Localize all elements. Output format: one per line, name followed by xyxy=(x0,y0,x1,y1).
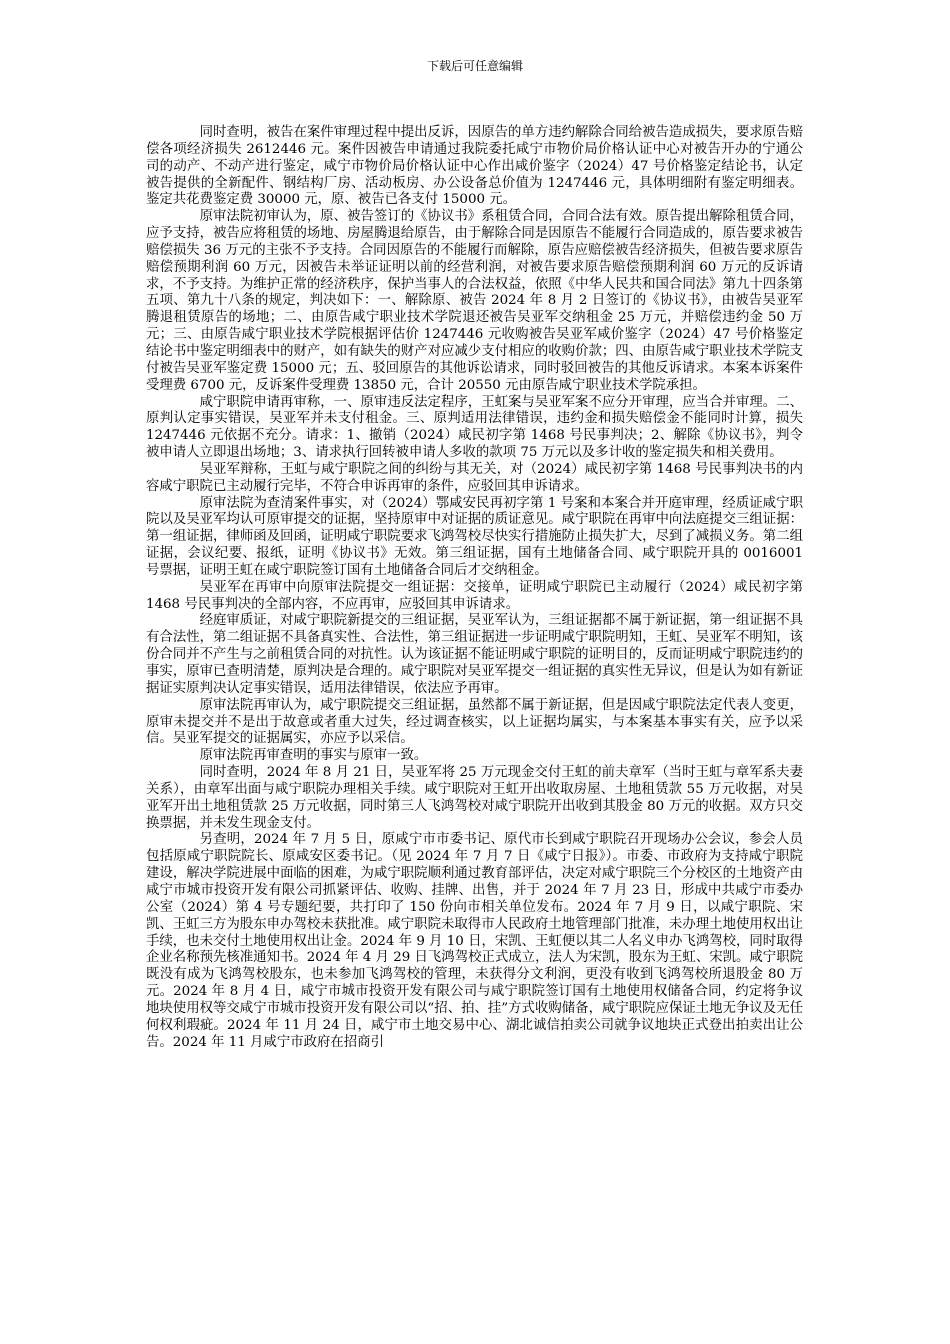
paragraph-5: 原审法院为查清案件事实，对（2024）鄂咸安民再初字第 1 号案和本案合并开庭审理，经质证咸宁职院以及吴亚军均认可原审提交的证据，坚持原审中对证据的质证意见。咸宁职院在再审中向法庭提交三组证据：第一组证据，律师函及回函，证明咸宁职院要求飞鸿驾校尽快实行措施防止损失扩大，尽到了减损义务。第二组证据，会议纪要、报纸，证明《协议书》无效。第三组证据，国有土地储备合同、咸宁职院开具的 0016001 号票据，证明王虹在咸宁职院签订国有土地储备合同后才交纳租金。 xyxy=(146,495,803,578)
paragraph-9: 原审法院再审查明的事实与原审一致。 xyxy=(199,748,428,764)
document-body xyxy=(146,125,803,1051)
page-header: 下载后可任意编辑 xyxy=(426,59,523,73)
paragraph-3: 咸宁职院申请再审称，一、原审违反法定程序，王虹案与吴亚军案不应分开审理，应当合并审理。二、原判认定事实错误，吴亚军并未支付租金。三、原判适用法律错误，违约金和损失赔偿金不能同时计算，损失 1247446 元依据不充分。请求：1、撤销（2024）咸民初字第 1468 号民事判决；2、解除《协议书》，判令被申请人立即退出场地；3、请求执行回转被申请人多收的款项 75 万元以及多计收的鉴定损失和相关费用。 xyxy=(146,394,803,461)
paragraph-1: 同时查明，被告在案件审理过程中提出反诉，因原告的单方违约解除合同给被告造成损失，要求原告赔偿各项经济损失 2612446 元。案件因被告申请通过我院委托咸宁市物价局价格认证中心对被告开办的宁通公司的动产、不动产进行鉴定，咸宁市物价局价格认证中心作出咸价鉴字（2024）47 号价格鉴定结论书，认定被告提供的全新配件、钢结构厂房、活动板房、办公设备总价值为 1247446 元，具体明细附有鉴定明细表。鉴定共花费鉴定费 30000 元，原、被告已各支付 15000 元。 xyxy=(146,125,803,208)
paragraph-8: 原审法院再审认为，咸宁职院提交三组证据，虽然都不属于新证据，但是因咸宁职院法定代表人变更，原审未提交并不是出于故意或者重大过失，经过调查核实，以上证据均属实，与本案基本事实有关，应予以采信。吴亚军提交的证据属实，亦应予以采信。 xyxy=(146,697,803,747)
paragraph-7: 经庭审质证，对咸宁职院新提交的三组证据，吴亚军认为，三组证据都不属于新证据，第一组证据不具有合法性，第二组证据不具备真实性、合法性，第三组证据进一步证明咸宁职院明知，王虹、吴亚军不明知，该份合同并不产生与之前租赁合同的对抗性。认为该证据不能证明咸宁职院的证明目的，反而证明咸宁职院违约的事实，原审已查明清楚，原判决是合理的。咸宁职院对吴亚军提交一组证据的真实性无异议，但是认为如有新证据证实原判决认定事实错误，适用法律错误，依法应予再审。 xyxy=(146,613,803,696)
paragraph-6: 吴亚军在再审中向原审法院提交一组证据：交接单，证明咸宁职院已主动履行（2024）咸民初字第 1468 号民事判决的全部内容，不应再审，应驳回其申诉请求。 xyxy=(146,579,803,612)
paragraph-10: 同时查明，2024 年 8 月 21 日，吴亚军将 25 万元现金交付王虹的前夫章军（当时王虹与章军系夫妻关系），由章军出面与咸宁职院办理相关手续。咸宁职院对王虹开出收取房屋、土地租赁款 55 万元收据，对吴亚军开出土地租赁款 25 万元收据，同时第三人飞鸿驾校对咸宁职院开出收到其股金 80 万元的收据。双方只交换票据，并未发生现金支付。 xyxy=(146,765,803,831)
paragraph-11: 另查明，2024 年 7 月 5 日，原咸宁市市委书记、原代市长到咸宁职院召开现场办公会议，参会人员包括原咸宁职院院长、原咸安区委书记。（见 2024 年 7 月 7 日《咸宁日报》）。市委、市政府为支持咸宁职院建设，解决学院进展中面临的困难，为咸宁职院顺利通过教育部评估，决定对咸宁职院三个分校区的土地资产由咸宁市城市投资开发有限公司抓紧评估、收购、挂牌、出售，并于 2024 年 7 月 23 日，形成中共咸宁市委办公室（2024）第 4 号专题纪要，共打印了 150 份向市相关单位发布。2024 年 7 月 9 日，以咸宁职院、宋凯、王虹三方为股东申办驾校未获批准。咸宁职院未取得市人民政府土地管理部门批准，未办理土地使用权出让手续，也未交付土地使用权出让金。2024 年 9 月 10 日，宋凯、王虹便以其二人名义申办飞鸿驾校，同时取得企业名称预先核准通知书。2024 年 4 月 29 日飞鸿驾校正式成立，法人为宋凯，股东为王虹、宋凯。咸宁职院既没有成为飞鸿驾校股东，也未参加飞鸿驾校的管理，未获得分文利润，更没有收到飞鸿驾校所退股金 80 万元。2024 年 8 月 4 日，咸宁市城市投资开发有限公司与咸宁职院签订国有土地使用权储备合同，约定将争议地块使用权等交咸宁市城市投资开发有限公司以“招、拍、挂”方式收购储备，咸宁职院应保证土地无争议及无任何权利瑕疵。2024 年 11 月 24 日，咸宁市土地交易中心、湖北诚信拍卖公司就争议地块正式登出拍卖出让公告。2024 年 11 月咸宁市政府在招商引 xyxy=(146,832,803,1050)
paragraph-4: 吴亚军辩称，王虹与咸宁职院之间的纠纷与其无关，对（2024）咸民初字第 1468 号民事判决书的内容咸宁职院已主动履行完毕，不符合申诉再审的条件，应驳回其申诉请求。 xyxy=(146,461,803,494)
paragraph-2: 原审法院初审认为，原、被告签订的《协议书》系租赁合同，合同合法有效。原告提出解除租赁合同，应予支持，被告应将租赁的场地、房屋腾退给原告，由于解除合同是因原告不能履行合同造成的，原告要求被告赔偿损失 36 万元的主张不予支持。合同因原告的不能履行而解除，原告应赔偿被告经济损失，但被告要求原告赔偿预期利润 60 万元，因被告未举证证明以前的经营利润，对被告要求原告赔偿预期利润 60 万元的反诉请求，不予支持。为维护正常的经济秩序，保护当事人的合法权益，依照《中华人民共和国合同法》第九十四条第五项、第九十八条的规定，判决如下：一、解除原、被告 2024 年 8 月 2 日签订的《协议书》，由被告吴亚军腾退租赁原告的场地；二、由原告咸宁职业技术学院退还被告吴亚军交纳租金 25 万元，并赔偿违约金 50 万元；三、由原告咸宁职业技术学院根据评估价 1247446 元收购被告吴亚军咸价鉴字（2024）47 号价格鉴定结论书中鉴定明细表中的财产，如有缺失的财产对应减少支付相应的收购价款；四、由原告咸宁职业技术学院支付被告吴亚军鉴定费 15000 元；五、驳回原告的其他诉讼请求，同时驳回被告的其他反诉请求。本案本诉案件受理费 6700 元，反诉案件受理费 13850 元，合计 20550 元由原告咸宁职业技术学院承担。 xyxy=(146,209,803,393)
